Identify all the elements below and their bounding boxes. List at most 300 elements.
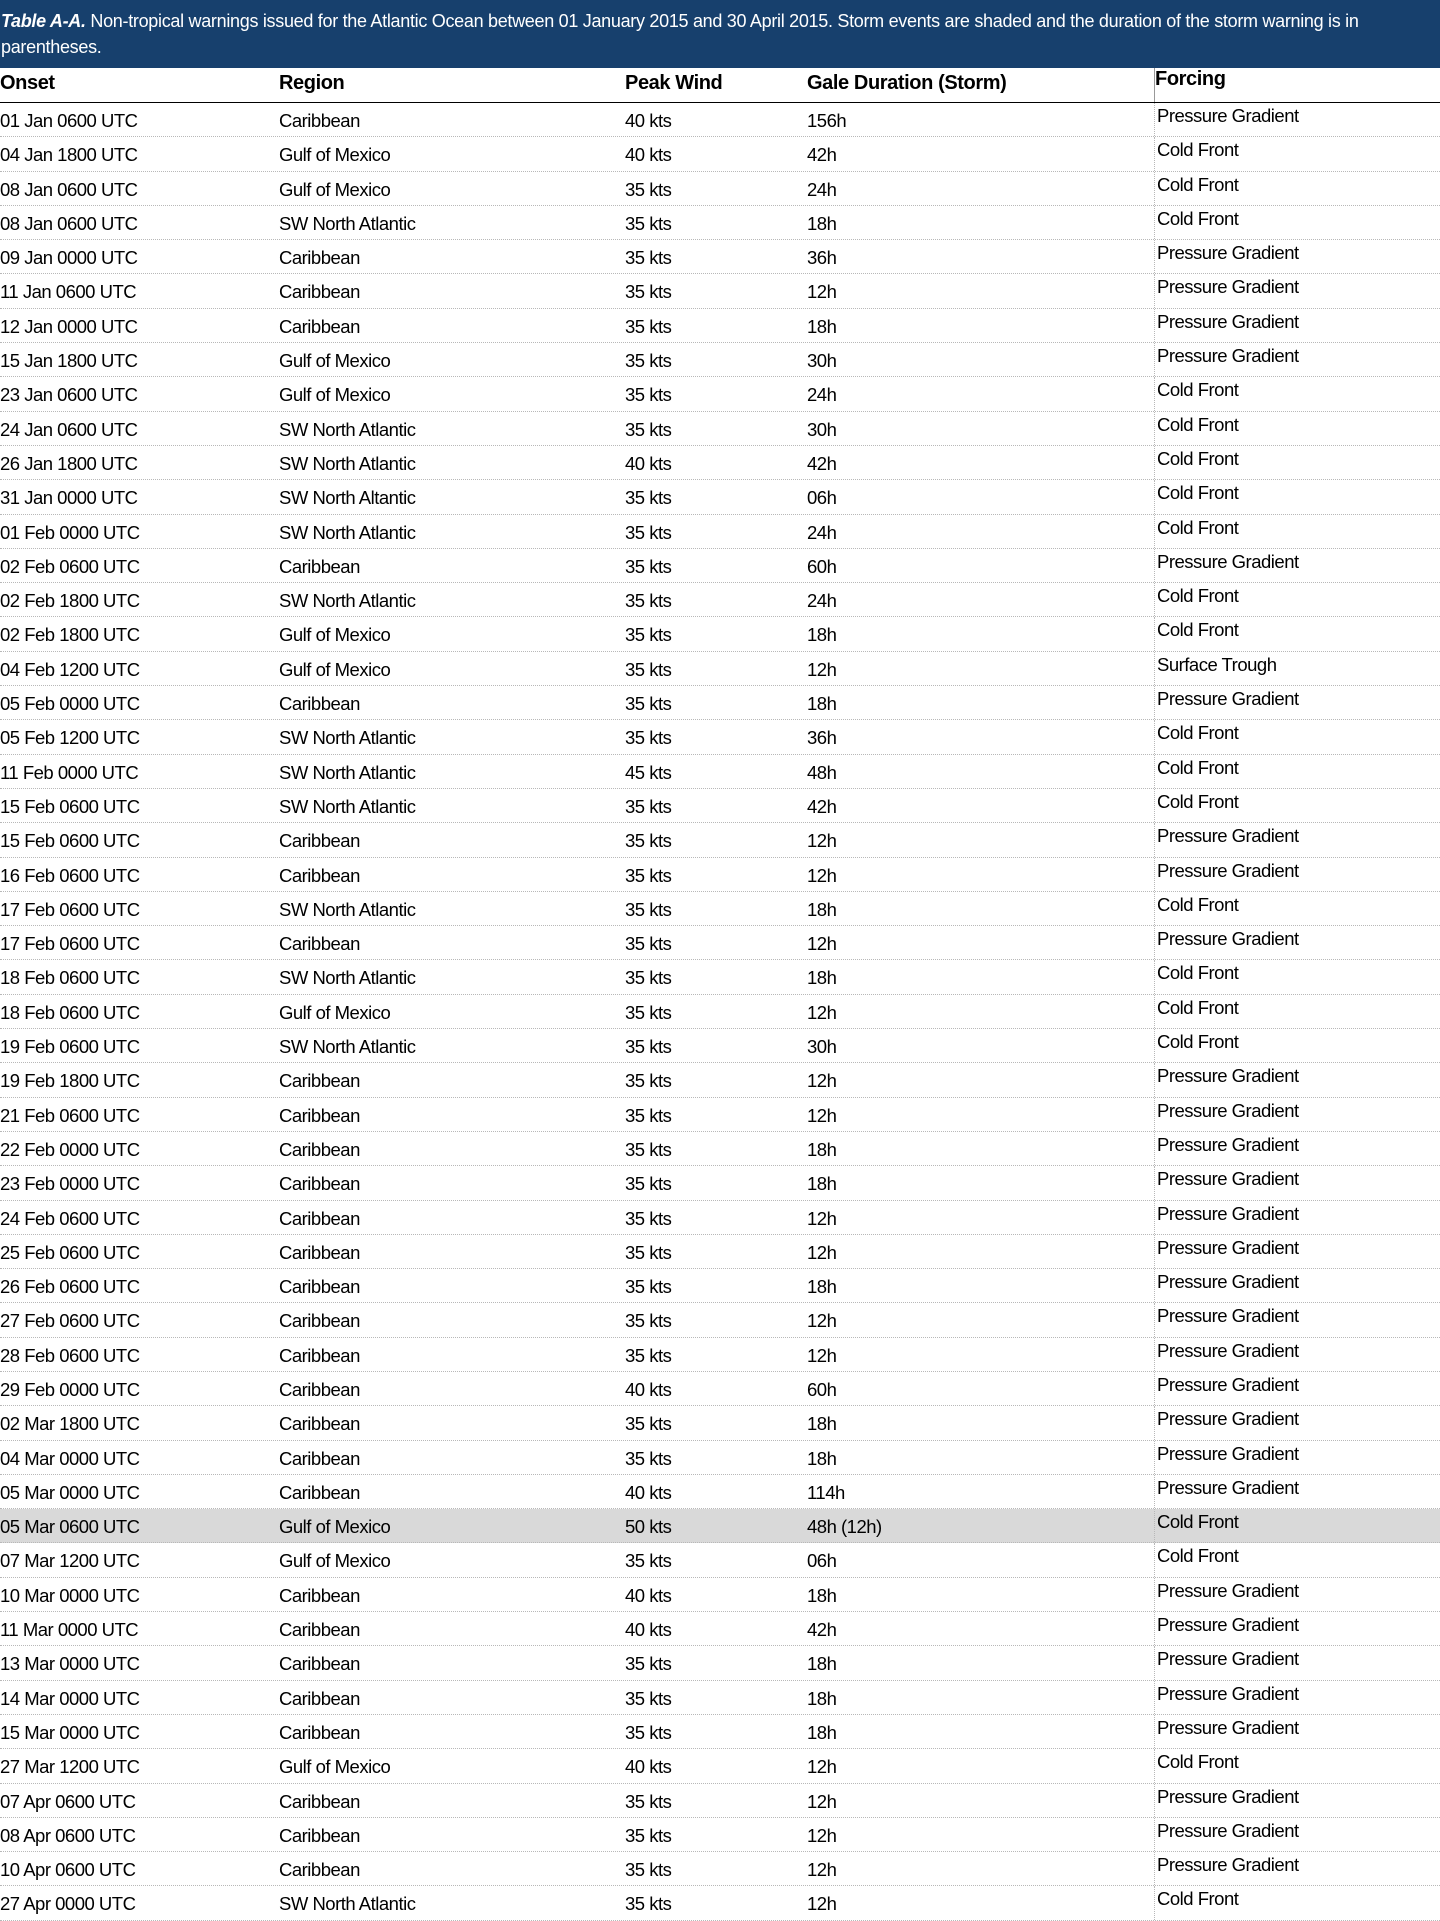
cell-onset: 04 Mar 0000 UTC xyxy=(0,1447,140,1469)
cell-peak-wind: 35 kts xyxy=(625,384,672,406)
cell-region: Caribbean xyxy=(279,315,360,337)
table-row xyxy=(0,240,1440,274)
cell-forcing: Cold Front xyxy=(1154,377,1440,410)
table-row xyxy=(0,1475,1440,1509)
table-row xyxy=(0,1029,1440,1063)
cell-forcing: Cold Front xyxy=(1154,960,1440,993)
cell-region: Gulf of Mexico xyxy=(279,1550,391,1572)
table-row xyxy=(0,206,1440,240)
table-row xyxy=(0,583,1440,617)
cell-region: SW North Atlantic xyxy=(279,521,416,543)
cell-forcing: Pressure Gradient xyxy=(1154,1681,1440,1714)
table-row xyxy=(0,274,1440,308)
table-row xyxy=(0,1543,1440,1577)
cell-region: Gulf of Mexico xyxy=(279,1001,391,1023)
cell-gale-duration: 18h xyxy=(807,212,837,234)
table-row xyxy=(0,720,1440,754)
cell-gale-duration: 12h xyxy=(807,1824,837,1846)
cell-onset: 02 Feb 1800 UTC xyxy=(0,590,140,612)
cell-gale-duration: 36h xyxy=(807,247,837,269)
cell-onset: 27 Mar 1200 UTC xyxy=(0,1756,140,1778)
table-row xyxy=(0,446,1440,480)
cell-gale-duration: 06h xyxy=(807,1550,837,1572)
cell-peak-wind: 40 kts xyxy=(625,1619,672,1641)
cell-gale-duration: 12h xyxy=(807,1344,837,1366)
cell-peak-wind: 35 kts xyxy=(625,555,672,577)
cell-forcing: Cold Front xyxy=(1154,1543,1440,1576)
cell-forcing: Pressure Gradient xyxy=(1154,1406,1440,1439)
cell-onset: 17 Feb 0600 UTC xyxy=(0,898,140,920)
cell-region: Caribbean xyxy=(279,281,360,303)
cell-forcing: Cold Front xyxy=(1154,515,1440,548)
cell-onset: 11 Mar 0000 UTC xyxy=(0,1619,139,1641)
cell-onset: 26 Jan 1800 UTC xyxy=(0,452,138,474)
cell-peak-wind: 40 kts xyxy=(625,1481,672,1503)
header-region: Region xyxy=(279,72,345,94)
cell-region: SW North Atlantic xyxy=(279,761,416,783)
cell-forcing: Pressure Gradient xyxy=(1154,686,1440,719)
cell-forcing: Pressure Gradient xyxy=(1154,858,1440,891)
cell-peak-wind: 35 kts xyxy=(625,1413,672,1435)
cell-onset: 18 Feb 0600 UTC xyxy=(0,967,140,989)
table-row xyxy=(0,755,1440,789)
cell-onset: 05 Mar 0600 UTC xyxy=(0,1516,140,1538)
cell-peak-wind: 35 kts xyxy=(625,1310,672,1332)
cell-gale-duration: 06h xyxy=(807,487,837,509)
cell-region: Caribbean xyxy=(279,1276,360,1298)
cell-gale-duration: 30h xyxy=(807,350,837,372)
cell-forcing: Pressure Gradient xyxy=(1154,1338,1440,1371)
cell-forcing: Pressure Gradient xyxy=(1154,1166,1440,1199)
cell-onset: 12 Jan 0000 UTC xyxy=(0,315,138,337)
table-row xyxy=(0,1235,1440,1269)
table-row xyxy=(0,686,1440,720)
cell-gale-duration: 18h xyxy=(807,1447,837,1469)
cell-forcing: Pressure Gradient xyxy=(1154,1235,1440,1268)
cell-gale-duration: 18h xyxy=(807,1721,837,1743)
cell-forcing: Cold Front xyxy=(1154,137,1440,170)
cell-gale-duration: 42h xyxy=(807,795,837,817)
cell-region: Caribbean xyxy=(279,1859,360,1881)
cell-region: Caribbean xyxy=(279,1619,360,1641)
cell-forcing: Pressure Gradient xyxy=(1154,1578,1440,1611)
cell-region: Caribbean xyxy=(279,1790,360,1812)
cell-forcing: Pressure Gradient xyxy=(1154,274,1440,307)
cell-gale-duration: 18h xyxy=(807,1687,837,1709)
cell-peak-wind: 35 kts xyxy=(625,1173,672,1195)
cell-region: Gulf of Mexico xyxy=(279,1516,391,1538)
cell-onset: 11 Feb 0000 UTC xyxy=(0,761,139,783)
cell-region: Gulf of Mexico xyxy=(279,144,391,166)
cell-onset: 15 Feb 0600 UTC xyxy=(0,795,140,817)
cell-onset: 24 Jan 0600 UTC xyxy=(0,418,138,440)
cell-peak-wind: 35 kts xyxy=(625,1138,672,1160)
cell-gale-duration: 18h xyxy=(807,624,837,646)
cell-forcing: Pressure Gradient xyxy=(1154,1612,1440,1645)
table-row xyxy=(0,1063,1440,1097)
caption-text: Non-tropical warnings issued for the Atlantic Ocean between 01 January 2015 and 30 April 2015. Storm events are shaded and the duration of the storm warning is in parentheses. xyxy=(1,11,1359,57)
cell-region: Caribbean xyxy=(279,110,360,131)
cell-forcing: Pressure Gradient xyxy=(1154,1201,1440,1234)
cell-onset: 04 Jan 1800 UTC xyxy=(0,144,138,166)
table-row xyxy=(0,960,1440,994)
cell-onset: 08 Apr 0600 UTC xyxy=(0,1824,136,1846)
cell-gale-duration: 12h xyxy=(807,830,837,852)
header-gale-duration: Gale Duration (Storm) xyxy=(807,72,1007,94)
cell-forcing: Pressure Gradient xyxy=(1154,1098,1440,1131)
table-row xyxy=(0,926,1440,960)
cell-region: Caribbean xyxy=(279,1138,360,1160)
table-row xyxy=(0,1303,1440,1337)
cell-region: Gulf of Mexico xyxy=(279,658,391,680)
cell-region: Caribbean xyxy=(279,1413,360,1435)
cell-region: Caribbean xyxy=(279,864,360,886)
cell-gale-duration: 60h xyxy=(807,1378,837,1400)
cell-region: Gulf of Mexico xyxy=(279,178,391,200)
cell-onset: 19 Feb 1800 UTC xyxy=(0,1070,140,1092)
table-row xyxy=(0,892,1440,926)
table-row xyxy=(0,1715,1440,1749)
cell-peak-wind: 35 kts xyxy=(625,1824,672,1846)
cell-forcing: Pressure Gradient xyxy=(1154,823,1440,856)
table-caption xyxy=(0,0,1440,68)
cell-onset: 05 Mar 0000 UTC xyxy=(0,1481,140,1503)
cell-forcing: Pressure Gradient xyxy=(1154,1715,1440,1748)
cell-forcing: Pressure Gradient xyxy=(1154,1132,1440,1165)
table-row xyxy=(0,103,1440,137)
cell-onset: 11 Jan 0600 UTC xyxy=(0,281,137,303)
cell-forcing: Pressure Gradient xyxy=(1154,1475,1440,1508)
cell-peak-wind: 35 kts xyxy=(625,521,672,543)
cell-gale-duration: 48h (12h) xyxy=(807,1516,882,1538)
table-row-storm xyxy=(0,1509,1440,1543)
cell-peak-wind: 35 kts xyxy=(625,590,672,612)
cell-region: Caribbean xyxy=(279,1378,360,1400)
cell-forcing: Cold Front xyxy=(1154,995,1440,1028)
cell-region: SW North Atlantic xyxy=(279,727,416,749)
cell-region: Gulf of Mexico xyxy=(279,624,391,646)
cell-onset: 28 Feb 0600 UTC xyxy=(0,1344,140,1366)
cell-onset: 24 Feb 0600 UTC xyxy=(0,1207,140,1229)
cell-forcing: Pressure Gradient xyxy=(1154,343,1440,376)
cell-gale-duration: 12h xyxy=(807,1001,837,1023)
cell-peak-wind: 35 kts xyxy=(625,1207,672,1229)
table-row xyxy=(0,377,1440,411)
cell-forcing: Pressure Gradient xyxy=(1154,309,1440,342)
cell-gale-duration: 12h xyxy=(807,1859,837,1881)
table-row xyxy=(0,617,1440,651)
cell-onset: 23 Feb 0000 UTC xyxy=(0,1173,140,1195)
cell-onset: 10 Apr 0600 UTC xyxy=(0,1859,136,1881)
table-row xyxy=(0,480,1440,514)
cell-peak-wind: 35 kts xyxy=(625,795,672,817)
cell-gale-duration: 12h xyxy=(807,933,837,955)
table-row xyxy=(0,1372,1440,1406)
table-row xyxy=(0,1578,1440,1612)
cell-region: SW North Atlantic xyxy=(279,452,416,474)
cell-region: Caribbean xyxy=(279,1344,360,1366)
table-row xyxy=(0,1749,1440,1783)
cell-forcing: Pressure Gradient xyxy=(1154,103,1440,136)
cell-peak-wind: 35 kts xyxy=(625,898,672,920)
cell-onset: 01 Feb 0000 UTC xyxy=(0,521,140,543)
cell-onset: 22 Feb 0000 UTC xyxy=(0,1138,140,1160)
cell-forcing: Cold Front xyxy=(1154,617,1440,650)
cell-peak-wind: 40 kts xyxy=(625,144,672,166)
cell-onset: 15 Jan 1800 UTC xyxy=(0,350,138,372)
cell-onset: 10 Mar 0000 UTC xyxy=(0,1584,140,1606)
cell-gale-duration: 42h xyxy=(807,452,837,474)
cell-peak-wind: 40 kts xyxy=(625,452,672,474)
cell-gale-duration: 12h xyxy=(807,1310,837,1332)
cell-forcing: Cold Front xyxy=(1154,1509,1440,1542)
cell-gale-duration: 18h xyxy=(807,1584,837,1606)
cell-gale-duration: 60h xyxy=(807,555,837,577)
header-onset: Onset xyxy=(0,72,55,94)
cell-onset: 19 Feb 0600 UTC xyxy=(0,1036,140,1058)
table-row xyxy=(0,1646,1440,1680)
cell-region: Caribbean xyxy=(279,1721,360,1743)
cell-region: SW North Atlantic xyxy=(279,967,416,989)
table-row xyxy=(0,995,1440,1029)
cell-onset: 18 Feb 0600 UTC xyxy=(0,1001,140,1023)
table-row xyxy=(0,515,1440,549)
cell-gale-duration: 12h xyxy=(807,864,837,886)
cell-onset: 27 Feb 0600 UTC xyxy=(0,1310,140,1332)
cell-gale-duration: 48h xyxy=(807,761,837,783)
cell-onset: 07 Mar 1200 UTC xyxy=(0,1550,140,1572)
table-row xyxy=(0,1818,1440,1852)
cell-forcing: Cold Front xyxy=(1154,789,1440,822)
cell-forcing: Cold Front xyxy=(1154,1029,1440,1062)
cell-peak-wind: 40 kts xyxy=(625,110,672,131)
cell-region: Caribbean xyxy=(279,1207,360,1229)
cell-forcing: Pressure Gradient xyxy=(1154,1818,1440,1851)
cell-region: Gulf of Mexico xyxy=(279,384,391,406)
cell-forcing: Pressure Gradient xyxy=(1154,1646,1440,1679)
cell-gale-duration: 24h xyxy=(807,384,837,406)
cell-forcing: Pressure Gradient xyxy=(1154,1852,1440,1885)
cell-region: SW North Altantic xyxy=(279,487,416,509)
table-header xyxy=(0,68,1440,103)
table-row xyxy=(0,1852,1440,1886)
cell-onset: 25 Feb 0600 UTC xyxy=(0,1241,140,1263)
cell-gale-duration: 12h xyxy=(807,1756,837,1778)
table-row xyxy=(0,823,1440,857)
cell-peak-wind: 40 kts xyxy=(625,1378,672,1400)
cell-forcing: Cold Front xyxy=(1154,480,1440,513)
table-row xyxy=(0,309,1440,343)
cell-peak-wind: 35 kts xyxy=(625,212,672,234)
cell-forcing: Pressure Gradient xyxy=(1154,926,1440,959)
cell-forcing: Cold Front xyxy=(1154,206,1440,239)
cell-region: SW North Atlantic xyxy=(279,590,416,612)
cell-gale-duration: 18h xyxy=(807,693,837,715)
cell-gale-duration: 24h xyxy=(807,521,837,543)
cell-peak-wind: 35 kts xyxy=(625,178,672,200)
cell-peak-wind: 45 kts xyxy=(625,761,672,783)
cell-onset: 02 Feb 0600 UTC xyxy=(0,555,140,577)
cell-onset: 29 Feb 0000 UTC xyxy=(0,1378,140,1400)
table-row xyxy=(0,1269,1440,1303)
cell-peak-wind: 35 kts xyxy=(625,658,672,680)
cell-gale-duration: 114h xyxy=(807,1481,845,1503)
cell-region: Caribbean xyxy=(279,1104,360,1126)
table-row xyxy=(0,1098,1440,1132)
cell-peak-wind: 35 kts xyxy=(625,350,672,372)
cell-onset: 31 Jan 0000 UTC xyxy=(0,487,138,509)
table-row xyxy=(0,652,1440,686)
cell-peak-wind: 35 kts xyxy=(625,830,672,852)
cell-gale-duration: 12h xyxy=(807,1241,837,1263)
cell-region: Caribbean xyxy=(279,1481,360,1503)
cell-gale-duration: 18h xyxy=(807,1276,837,1298)
cell-onset: 17 Feb 0600 UTC xyxy=(0,933,140,955)
cell-forcing: Cold Front xyxy=(1154,446,1440,479)
table-row xyxy=(0,412,1440,446)
cell-gale-duration: 12h xyxy=(807,1893,837,1915)
cell-gale-duration: 24h xyxy=(807,590,837,612)
table-row xyxy=(0,789,1440,823)
cell-gale-duration: 12h xyxy=(807,658,837,680)
cell-gale-duration: 18h xyxy=(807,1653,837,1675)
cell-peak-wind: 35 kts xyxy=(625,933,672,955)
table-row xyxy=(0,1441,1440,1475)
cell-forcing: Pressure Gradient xyxy=(1154,1441,1440,1474)
cell-forcing: Pressure Gradient xyxy=(1154,1269,1440,1302)
cell-forcing: Pressure Gradient xyxy=(1154,1303,1440,1336)
table-row xyxy=(0,343,1440,377)
cell-peak-wind: 35 kts xyxy=(625,967,672,989)
cell-peak-wind: 35 kts xyxy=(625,281,672,303)
cell-peak-wind: 35 kts xyxy=(625,1344,672,1366)
cell-onset: 15 Feb 0600 UTC xyxy=(0,830,140,852)
cell-region: SW North Atlantic xyxy=(279,898,416,920)
cell-region: SW North Atlantic xyxy=(279,212,416,234)
cell-onset: 08 Jan 0600 UTC xyxy=(0,178,138,200)
cell-peak-wind: 35 kts xyxy=(625,315,672,337)
cell-gale-duration: 30h xyxy=(807,418,837,440)
cell-gale-duration: 30h xyxy=(807,1036,837,1058)
cell-onset: 02 Mar 1800 UTC xyxy=(0,1413,140,1435)
cell-onset: 07 Apr 0600 UTC xyxy=(0,1790,136,1812)
cell-peak-wind: 35 kts xyxy=(625,1276,672,1298)
table-row xyxy=(0,1338,1440,1372)
cell-region: Caribbean xyxy=(279,1241,360,1263)
cell-peak-wind: 35 kts xyxy=(625,1893,672,1915)
cell-peak-wind: 35 kts xyxy=(625,1790,672,1812)
cell-region: Caribbean xyxy=(279,1687,360,1709)
table-row xyxy=(0,549,1440,583)
table-row xyxy=(0,858,1440,892)
cell-gale-duration: 42h xyxy=(807,144,837,166)
cell-onset: 01 Jan 0600 UTC xyxy=(0,110,138,131)
cell-region: Gulf of Mexico xyxy=(279,350,391,372)
cell-gale-duration: 156h xyxy=(807,110,847,131)
cell-peak-wind: 35 kts xyxy=(625,1241,672,1263)
cell-region: Caribbean xyxy=(279,1584,360,1606)
cell-peak-wind: 35 kts xyxy=(625,1104,672,1126)
cell-onset: 14 Mar 0000 UTC xyxy=(0,1687,140,1709)
cell-gale-duration: 18h xyxy=(807,898,837,920)
cell-peak-wind: 35 kts xyxy=(625,1721,672,1743)
cell-forcing: Pressure Gradient xyxy=(1154,549,1440,582)
cell-gale-duration: 42h xyxy=(807,1619,837,1641)
cell-onset: 02 Feb 1800 UTC xyxy=(0,624,140,646)
cell-onset: 08 Jan 0600 UTC xyxy=(0,212,138,234)
cell-gale-duration: 12h xyxy=(807,1104,837,1126)
cell-peak-wind: 35 kts xyxy=(625,1550,672,1572)
cell-onset: 21 Feb 0600 UTC xyxy=(0,1104,140,1126)
cell-peak-wind: 35 kts xyxy=(625,1859,672,1881)
cell-gale-duration: 12h xyxy=(807,1207,837,1229)
cell-region: Caribbean xyxy=(279,933,360,955)
cell-region: Caribbean xyxy=(279,1653,360,1675)
cell-region: Caribbean xyxy=(279,1447,360,1469)
header-forcing: Forcing xyxy=(1154,68,1440,102)
cell-gale-duration: 18h xyxy=(807,1413,837,1435)
table-body xyxy=(0,103,1440,1921)
cell-peak-wind: 35 kts xyxy=(625,693,672,715)
cell-onset: 16 Feb 0600 UTC xyxy=(0,864,140,886)
cell-peak-wind: 35 kts xyxy=(625,727,672,749)
cell-region: Gulf of Mexico xyxy=(279,1756,391,1778)
cell-peak-wind: 40 kts xyxy=(625,1584,672,1606)
cell-peak-wind: 35 kts xyxy=(625,418,672,440)
table-row xyxy=(0,1784,1440,1818)
cell-forcing: Cold Front xyxy=(1154,892,1440,925)
cell-onset: 05 Feb 1200 UTC xyxy=(0,727,140,749)
cell-region: SW North Atlantic xyxy=(279,795,416,817)
cell-region: Caribbean xyxy=(279,1824,360,1846)
cell-peak-wind: 35 kts xyxy=(625,624,672,646)
table-row xyxy=(0,1681,1440,1715)
cell-forcing: Pressure Gradient xyxy=(1154,240,1440,273)
cell-region: SW North Atlantic xyxy=(279,1036,416,1058)
cell-forcing: Pressure Gradient xyxy=(1154,1372,1440,1405)
cell-onset: 04 Feb 1200 UTC xyxy=(0,658,140,680)
cell-gale-duration: 36h xyxy=(807,727,837,749)
cell-peak-wind: 35 kts xyxy=(625,1447,672,1469)
cell-onset: 23 Jan 0600 UTC xyxy=(0,384,138,406)
cell-gale-duration: 18h xyxy=(807,315,837,337)
cell-forcing: Cold Front xyxy=(1154,720,1440,753)
cell-gale-duration: 18h xyxy=(807,967,837,989)
header-peak-wind: Peak Wind xyxy=(625,72,723,94)
cell-onset: 05 Feb 0000 UTC xyxy=(0,693,140,715)
cell-forcing: Pressure Gradient xyxy=(1154,1784,1440,1817)
cell-forcing: Pressure Gradient xyxy=(1154,1063,1440,1096)
cell-onset: 27 Apr 0000 UTC xyxy=(0,1893,136,1915)
cell-forcing: Cold Front xyxy=(1154,583,1440,616)
cell-peak-wind: 35 kts xyxy=(625,1036,672,1058)
cell-peak-wind: 35 kts xyxy=(625,1653,672,1675)
cell-forcing: Surface Trough xyxy=(1154,652,1440,685)
cell-region: Caribbean xyxy=(279,830,360,852)
cell-region: Caribbean xyxy=(279,555,360,577)
cell-forcing: Cold Front xyxy=(1154,1886,1440,1919)
cell-onset: 15 Mar 0000 UTC xyxy=(0,1721,140,1743)
cell-region: SW North Atlantic xyxy=(279,1893,416,1915)
cell-forcing: Cold Front xyxy=(1154,172,1440,205)
cell-gale-duration: 12h xyxy=(807,1790,837,1812)
cell-gale-duration: 12h xyxy=(807,281,837,303)
cell-peak-wind: 40 kts xyxy=(625,1756,672,1778)
table-row xyxy=(0,1406,1440,1440)
cell-peak-wind: 35 kts xyxy=(625,864,672,886)
table-row xyxy=(0,172,1440,206)
cell-gale-duration: 18h xyxy=(807,1173,837,1195)
